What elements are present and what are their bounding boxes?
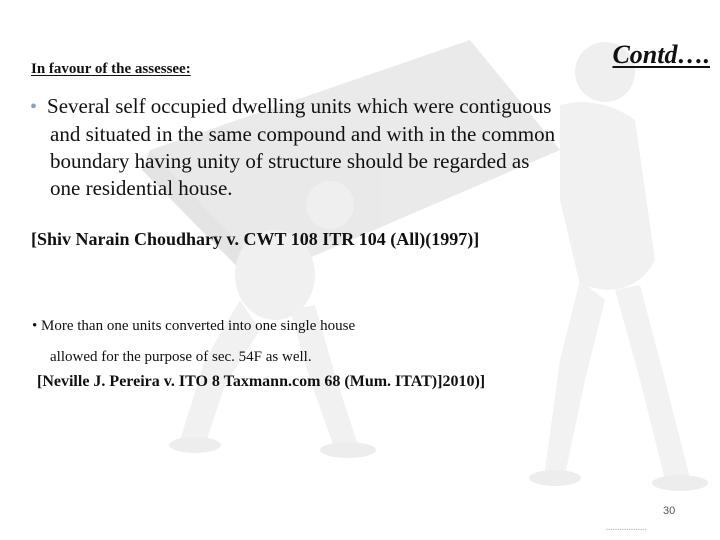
citation-1: [Shiv Narain Choudhary v. CWT 108 ITR 104 (All)(1997)] (31, 229, 480, 249)
bullet-icon: • (30, 96, 38, 118)
paragraph-1-line-1 (30, 93, 680, 121)
continued-title: Contd…. (612, 40, 710, 69)
paragraph-1-line-3: boundary having unity of structure should be regarded as (50, 149, 530, 173)
paragraph-1-line-2: and situated in the same compound and with in the common (50, 122, 556, 146)
paragraph-1-text-1: Several self occupied dwelling units which were contiguous (47, 94, 552, 118)
paragraph-2-text-1: More than one units converted into one single house (41, 318, 356, 334)
paragraph-2-line-1 (32, 311, 672, 342)
section-heading: In favour of the assessee: (31, 61, 191, 77)
paragraph-1 (30, 93, 680, 202)
paragraph-2 (32, 311, 672, 373)
watermark: ▪▪▪▪▪▪▪▪▪▪▪▪▪▪▪▪▪▪ (606, 527, 647, 533)
paragraph-2-line-2: allowed for the purpose of sec. 54F as well. (50, 349, 312, 365)
page-number: 30 (663, 505, 676, 517)
bullet-icon: • (32, 318, 38, 334)
paragraph-1-line-4: one residential house. (50, 176, 233, 200)
citation-2: [Neville J. Pereira v. ITO 8 Taxmann.com 68 (Mum. ITAT)]2010)] (37, 373, 486, 390)
